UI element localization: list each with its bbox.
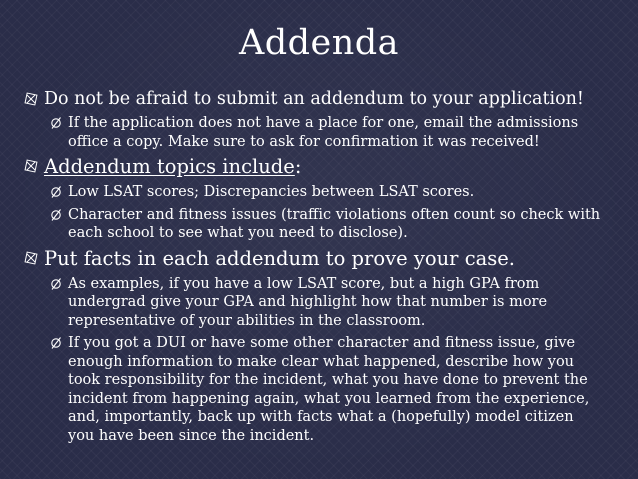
bullet-text: Put facts in each addendum to prove your case. [44,246,515,270]
tilted-x-square-icon [24,92,38,106]
bullet-list [0,88,638,449]
bullet-text-suffix: : [294,155,302,178]
sub-bullet-item [0,183,638,202]
slanted-o-bar-icon [49,277,63,291]
bullet-item [0,88,638,110]
bullet-item [0,247,638,271]
slide-title: Addenda [238,23,400,63]
sub-bullet-text: If the application does not have a place for one, email the admissions office a copy. Make sure to ask for confirmation it was received! [68,115,579,150]
bullet-text-underlined: Addendum topics include [44,155,295,178]
slanted-o-bar-icon [49,116,63,130]
sub-bullet-item [0,206,638,243]
sub-bullet-text: Low LSAT scores; Discrepancies between LSAT scores. [68,184,475,200]
sub-bullet-text: Character and fitness issues (traffic violations often count so check with each school to see what you need to disclose). [68,206,601,241]
tilted-x-square-icon [24,159,38,173]
slanted-o-bar-icon [49,185,63,199]
sub-bullet-item [0,334,638,445]
bullet-item [0,155,638,179]
sub-bullet-text: As examples, if you have a low LSAT score, but a high GPA from undergrad give your GPA and highlight how that number is more representative of your abilities in the classroom. [68,275,548,329]
slanted-o-bar-icon [49,208,63,222]
bullet-text: Do not be afraid to submit an addendum to your application! [44,89,584,109]
sub-bullet-item [0,275,638,331]
slanted-o-bar-icon [49,336,63,350]
sub-bullet-item [0,114,638,151]
sub-bullet-text: If you got a DUI or have some other character and fitness issue, give enough information to make clear what happened, describe how you took responsibility for the incident, what you have done to prevent the incident from happening again, what you learned from the experience, and, importantly, back up with facts what a (hopefully) model citizen you have been since the incident. [68,335,590,444]
tilted-x-square-icon [24,251,38,265]
